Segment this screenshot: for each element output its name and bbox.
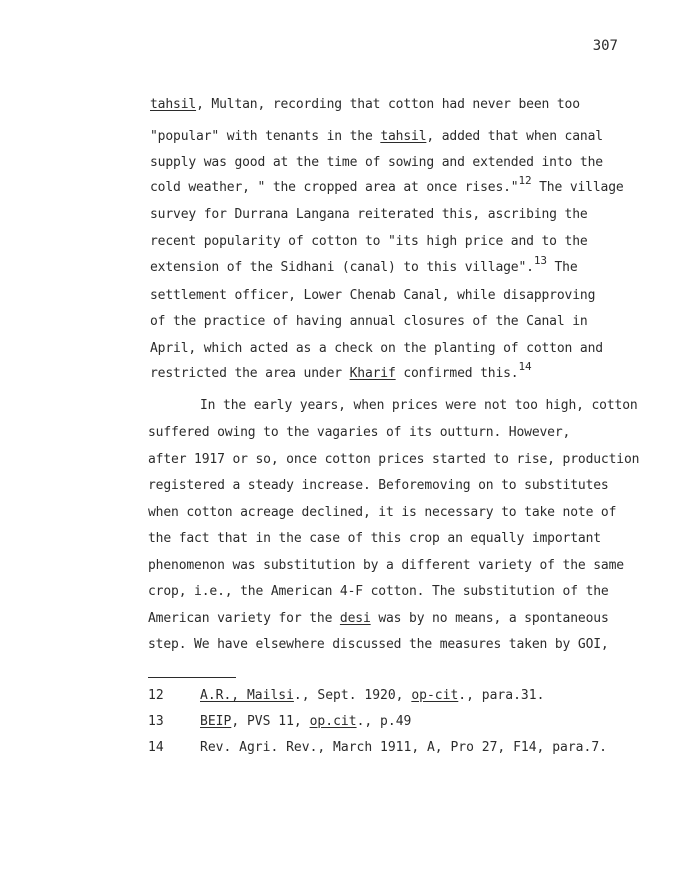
text-line: "popular" with tenants in the tahsil, added that when canal (150, 129, 603, 144)
footnote-ref: 12 (518, 174, 532, 187)
text-line: cold weather, " the cropped area at once rises."$^{12}$ The village (150, 174, 624, 195)
term-tahsil: tahsil (380, 129, 427, 144)
footnote-divider (148, 677, 236, 678)
term-kharif: Kharif (349, 366, 396, 381)
footnote-text: A.R., Mailsi., Sept. 1920, op-cit., para.31. (200, 688, 545, 703)
text-line: extension of the Sidhani (canal) to this village".$^{13}$ The (150, 254, 578, 275)
text-line: of the practice of having annual closures of the Canal in (150, 314, 588, 329)
text-line: phenomenon was substitution by a different variety of the same (148, 558, 624, 573)
text-line: In the early years, when prices were not too high, cotton (200, 398, 638, 413)
text-line: the fact that in the case of this crop an equally important (148, 531, 601, 546)
text-line: crop, i.e., the American 4-F cotton. The substitution of the (148, 584, 609, 599)
text-line: survey for Durrana Langana reiterated this, ascribing the (150, 207, 588, 222)
footnote-text: Rev. Agri. Rev., March 1911, A, Pro 27, F14, para.7. (200, 740, 607, 755)
footnote-number: 12 (148, 688, 164, 703)
text-line: step. We have elsewhere discussed the measures taken by GOI, (148, 637, 609, 652)
text-line: settlement officer, Lower Chenab Canal, while disapproving (150, 288, 596, 303)
text-line: suffered owing to the vagaries of its outturn. However, (148, 425, 571, 440)
footnote-text: BEIP, PVS 11, op.cit., p.49 (200, 714, 412, 729)
footnote-number: 14 (148, 740, 164, 755)
text-line: after 1917 or so, once cotton prices started to rise, production (148, 452, 640, 467)
text-line: American variety for the desi was by no means, a spontaneous (148, 611, 609, 626)
text-line: registered a steady increase. Beforemoving on to substitutes (148, 478, 609, 493)
term-desi: desi (339, 611, 371, 626)
term-tahsil: tahsil (150, 97, 197, 112)
footnote-ref: 13 (533, 254, 547, 267)
page-number: 307 (592, 38, 618, 54)
text-line: supply was good at the time of sowing and extended into the (150, 155, 603, 170)
text-line: when cotton acreage declined, it is necessary to take note of (148, 505, 617, 520)
text-line: restricted the area under Kharif confirmed this.$^{14}$ (150, 360, 532, 381)
footnote-ref: 14 (518, 360, 532, 373)
footnote-number: 13 (148, 714, 164, 729)
text-line: tahsil, Multan, recording that cotton had never been too (150, 97, 580, 112)
text-line: recent popularity of cotton to "its high price and to the (150, 234, 588, 249)
text-line: April, which acted as a check on the planting of cotton and (150, 341, 603, 356)
